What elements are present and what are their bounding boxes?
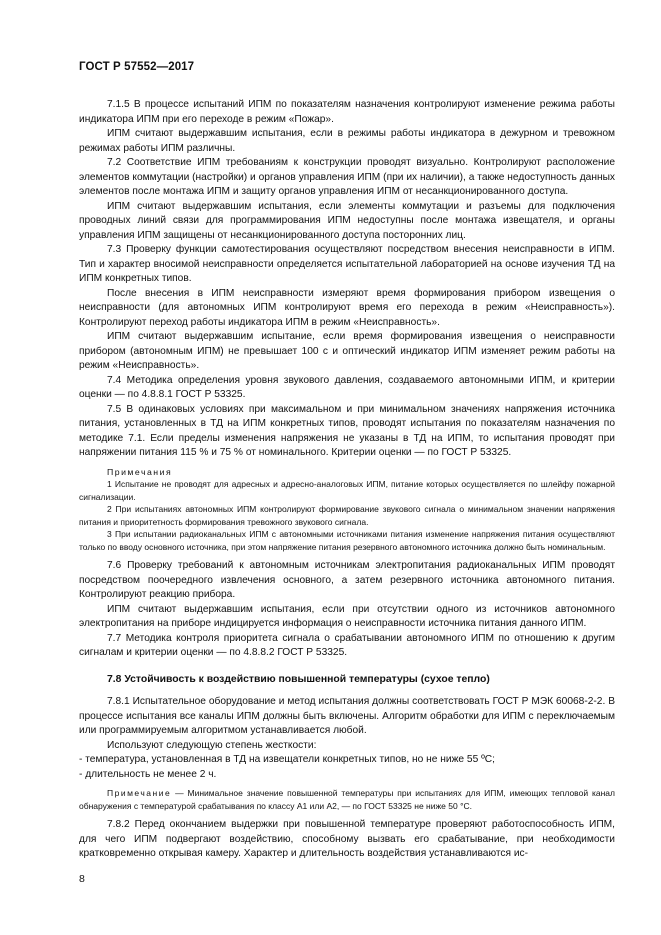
paragraph-7-5: 7.5 В одинаковых условиях при максимальном и при минимальном значениях напряжения источника питания, установленных в ТД на ИПМ конкретных типов, проводят испытания по показателям назначения по методике 7.1. Если пределы изменения напряжения не указаны в ТД на ИПМ, то испытания проводят при напряжении питания 115 % и 75 % от номинального. Критерии оценки — по ГОСТ Р 53325. (79, 403, 615, 458)
paragraph-7-2: 7.2 Соответствие ИПМ требованиям к конструкции проводят визуально. Контролируют расположение элементов коммутации (настройки) и органов управления ИПМ (при их наличии), а также недоступность данных элементов после монтажа ИПМ и защиту органов управления ИПМ от несанкционированного доступа. (79, 157, 615, 197)
note-item: 1 Испытание не проводят для адресных и адресно-аналоговых ИПМ, питание которых осуществляется по шлейфу пожарной сигнализации. (79, 479, 615, 502)
note-item: 2 При испытаниях автономных ИПМ контролируют формирование звукового сигнала о минимальном значении напряжения питания и приоритетность формирования тревожного звукового сигнала. (79, 504, 615, 527)
page-number: 8 (79, 873, 85, 885)
paragraph-7-6: 7.6 Проверку требований к автономным источникам электропитания радиоканальных ИПМ проводят посредством поочередного извлечения основного, а затем резервного источника автономного питания. Контролируют реакцию прибора. (79, 560, 615, 600)
paragraph: После внесения в ИПМ неисправности измеряют время формирования прибором извещения о неисправности (для автономных ИПМ контролируют время его перехода в режим «Неисправность»). Контролируют переход работы индикатора ИПМ в режим «Неисправность». (79, 287, 615, 328)
paragraph-7-3: 7.3 Проверку функции самотестирования осуществляют посредством внесения неисправности в ИПМ. Тип и характер вносимой неисправности определяется испытательной лабораторией на основе изучения ТД на ИПМ конкретных типов. (79, 244, 615, 284)
paragraph-7-8-1: 7.8.1 Испытательное оборудование и метод испытания должны соответствовать ГОСТ Р МЭК 60068-2-2. В процессе испытания все каналы ИПМ должны быть включены. Алгоритм обработки для ИПМ с переключаемым или программируемым алгоритмом устанавливается любой. (79, 696, 615, 736)
standard-header: ГОСТ Р 57552—2017 (79, 61, 195, 73)
document-body (79, 98, 615, 862)
note-text: — Минимальное значение повышенной температуры при испытаниях для ИПМ, имеющих тепловой канал обнаружения с температурой срабатывания по классу А1 или А2, — по ГОСТ 53325 не ниже 50 °С. (79, 788, 615, 811)
paragraph-7-1-5: 7.1.5 В процессе испытаний ИПМ по показателям назначения контролируют изменение режима работы индикатора ИПМ при его переходе в режим «Пожар». (79, 99, 615, 125)
paragraph: ИПМ считают выдержавшим испытания, если при отсутствии одного из источников автономного электропитания на приборе индицируется информация о неисправности источника питания данного ИПМ. (79, 603, 615, 629)
list-item: - длительность не менее 2 ч. (79, 768, 217, 780)
paragraph: ИПМ считают выдержавшим испытания, если элементы коммутации и разъемы для подключения проводных линий связи для программирования ИПМ недоступны после монтажа извещателя, и органы управления ИПМ защищены от несанкционированного доступа посторонних лиц. (79, 200, 615, 241)
paragraph-7-7: 7.7 Методика контроля приоритета сигнала о срабатывании автономного ИПМ по отношению к другим сигналам и критерии оценки — по 4.8.8.2 ГОСТ Р 53325. (79, 632, 615, 658)
paragraph: Используют следующую степень жесткости: (107, 739, 317, 751)
note-label: Примечание (107, 788, 172, 798)
list-item: - температура, установленная в ТД на извещатели конкретных типов, но не ниже 55 ºС; (79, 754, 495, 765)
note-item: 3 При испытании радиоканальных ИПМ с автономными источниками питания изменение напряжения питания осуществляют только по вводу основного источника, при этом напряжение питания резервного автономного источника должно быть номинальным. (79, 529, 615, 552)
note-temperature (79, 787, 615, 812)
paragraph: ИПМ считают выдержавшим испытание, если время формирования извещения о неисправности прибором (автономным ИПМ) не превышает 100 с и оптический индикатор ИПМ изменяет режим работы на режим «Неисправность». (79, 331, 615, 371)
notes-title (79, 466, 615, 479)
section-heading-7-8: 7.8 Устойчивость к воздействию повышенной температуры (сухое тепло) (107, 673, 490, 685)
paragraph: ИПМ считают выдержавшим испытания, если в режимы работы индикатора в дежурном и тревожном режимах работы ИПМ различны. (79, 128, 615, 154)
notes-title-text: Примечания (107, 466, 173, 477)
paragraph-7-4: 7.4 Методика определения уровня звукового давления, создаваемого автономными ИПМ, и критерии оценки — по 4.8.8.1 ГОСТ Р 53325. (79, 374, 615, 400)
paragraph-7-8-2: 7.8.2 Перед окончанием выдержки при повышенной температуре проверяют работоспособность ИПМ, для чего ИПМ подвергают воздействию, способному вызвать его срабатывание, при необходимости кратковременно открывая камеру. Характер и длительность воздействия устанавливаются ис- (79, 819, 615, 859)
